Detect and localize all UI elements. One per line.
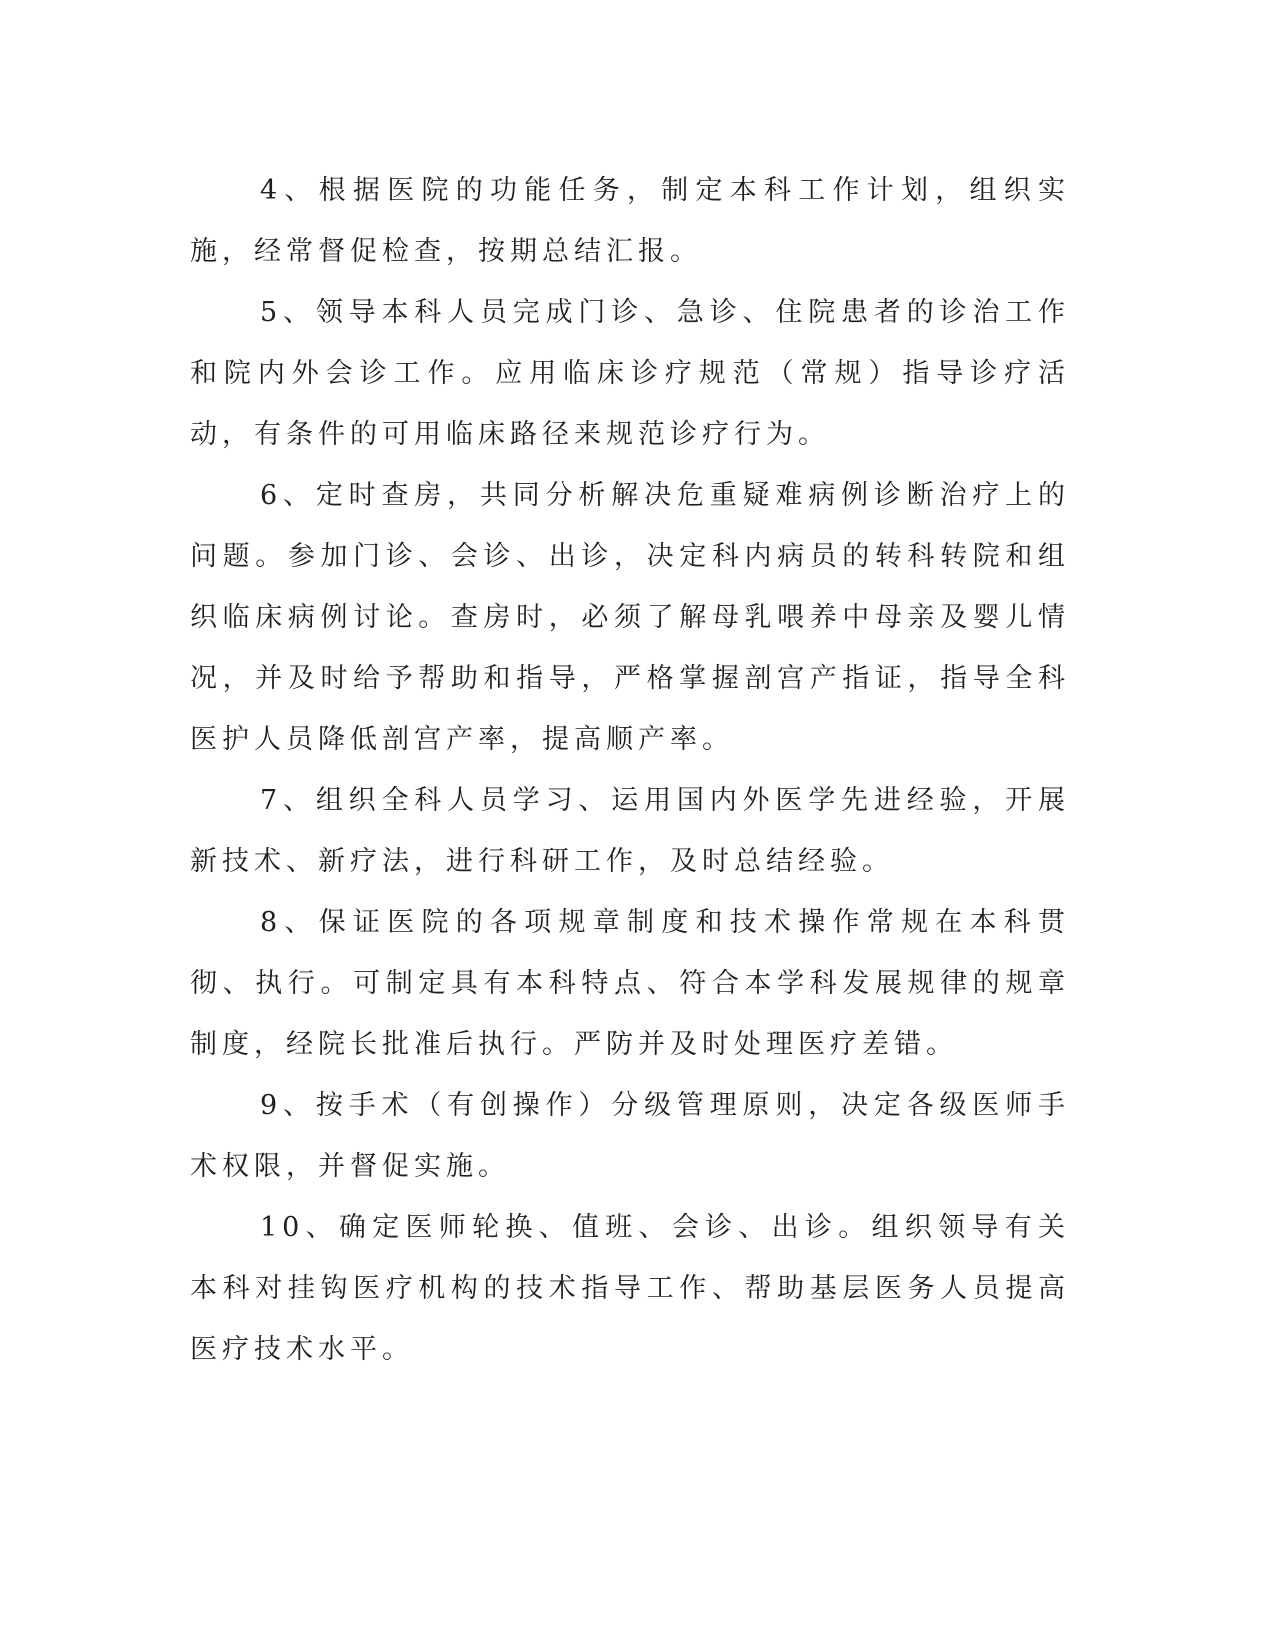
paragraph-item-9: 9、按手术（有创操作）分级管理原则，决定各级医师手术权限，并督促实施。: [190, 1090, 1070, 1182]
paragraph-item-6: 6、定时查房，共同分析解决危重疑难病例诊断治疗上的问题。参加门诊、会诊、出诊，决定科内病员的转科转院和组织临床病例讨论。查房时，必须了解母乳喂养中母亲及婴儿情况，并及时给予帮助和指导，严格掌握剖宫产指证，指导全科医护人员降低剖宫产率，提高顺产率。: [190, 480, 1070, 755]
paragraph-item-5: 5、领导本科人员完成门诊、急诊、住院患者的诊治工作和院内外会诊工作。应用临床诊疗规范（常规）指导诊疗活动，有条件的可用临床路径来规范诊疗行为。: [190, 297, 1070, 450]
paragraph-item-8: 8、保证医院的各项规章制度和技术操作常规在本科贯彻、执行。可制定具有本科特点、符合本学科发展规律的规章制度，经院长批准后执行。严防并及时处理医疗差错。: [190, 907, 1070, 1060]
paragraph-item-7: 7、组织全科人员学习、运用国内外医学先进经验，开展新技术、新疗法，进行科研工作，及时总结经验。: [190, 785, 1070, 877]
paragraph-item-10: 10、确定医师轮换、值班、会诊、出诊。组织领导有关本科对挂钩医疗机构的技术指导工作、帮助基层医务人员提高医疗技术水平。: [190, 1212, 1070, 1365]
paragraph-item-4: 4、根据医院的功能任务，制定本科工作计划，组织实施，经常督促检查，按期总结汇报。: [190, 175, 1070, 267]
document-body: [190, 160, 1070, 1380]
